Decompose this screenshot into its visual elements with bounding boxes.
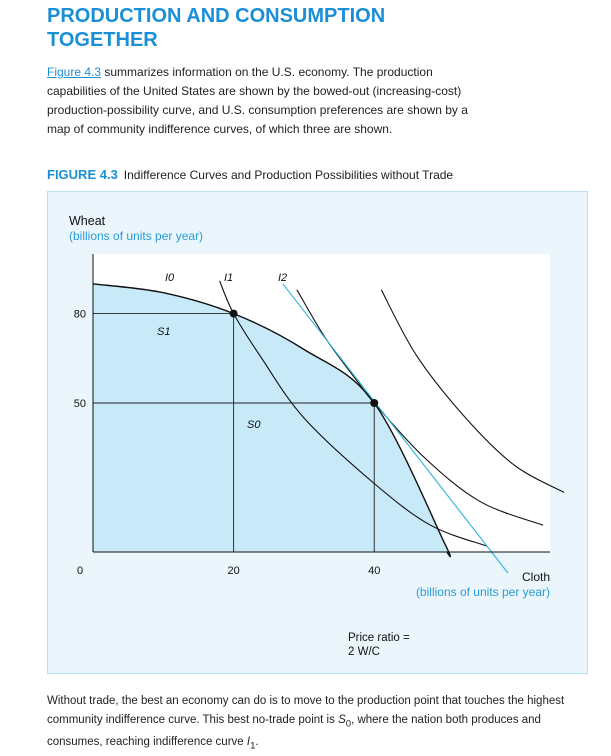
closing-text-3: . [255,736,259,749]
y-axis-units: (billions of units per year) [69,229,204,243]
curve-label-i2: I2 [278,272,288,284]
price-ratio-line1: Price ratio = [348,632,410,644]
x-axis-title: Cloth [521,570,550,584]
x-tick-label: 20 [227,565,240,577]
figure-caption [47,167,453,183]
closing-i: I [246,736,251,749]
x-axis-units: (billions of units per year) [415,585,550,599]
y-tick-label: 50 [73,398,86,410]
y-axis-title: Wheat [69,214,106,228]
point-label-s0: S0 [247,419,261,431]
x-tick-label: 40 [368,565,381,577]
intro-text: summarizes information on the U.S. economy. The production capabilities of the United States are shown by the bowed-out (increasing-cost) production-possibility curve, and U.S. consumption preferences are shown by a map of community indifference curves, of which three are shown. [47,65,468,136]
y-tick-label: 80 [73,308,86,321]
closing-paragraph [47,692,592,756]
figure-caption-text: Indifference Curves and Production Possibilities without Trade [123,168,454,182]
figure-number: FIGURE 4.3 [47,167,118,182]
curve-label-i0: I0 [165,272,175,284]
closing-s: S [338,714,346,726]
closing-i-sub: 1 [250,740,256,752]
price-ratio-line2: 2 W/C [348,646,380,658]
section-heading: PRODUCTION AND CONSUMPTION TOGETHER [47,5,386,51]
closing-text-2: , where the nation both produces and consumes, reaching indifference curve [47,714,541,749]
point-s1 [230,310,238,318]
point-label-s1: S1 [157,326,171,338]
origin-label: 0 [76,565,84,577]
figure-panel [47,191,588,674]
indifference-chart [48,192,589,675]
point-s0 [370,399,378,407]
curve-label-i1: I1 [224,272,234,284]
closing-text-1: Without trade, the best an economy can do is to move to the production point that touches the highest community indifference curve. This best no-trade point is [47,695,565,726]
intro-paragraph [47,63,479,139]
figure-link[interactable]: Figure 4.3 [47,65,102,79]
closing-s-sub: 0 [345,718,352,730]
